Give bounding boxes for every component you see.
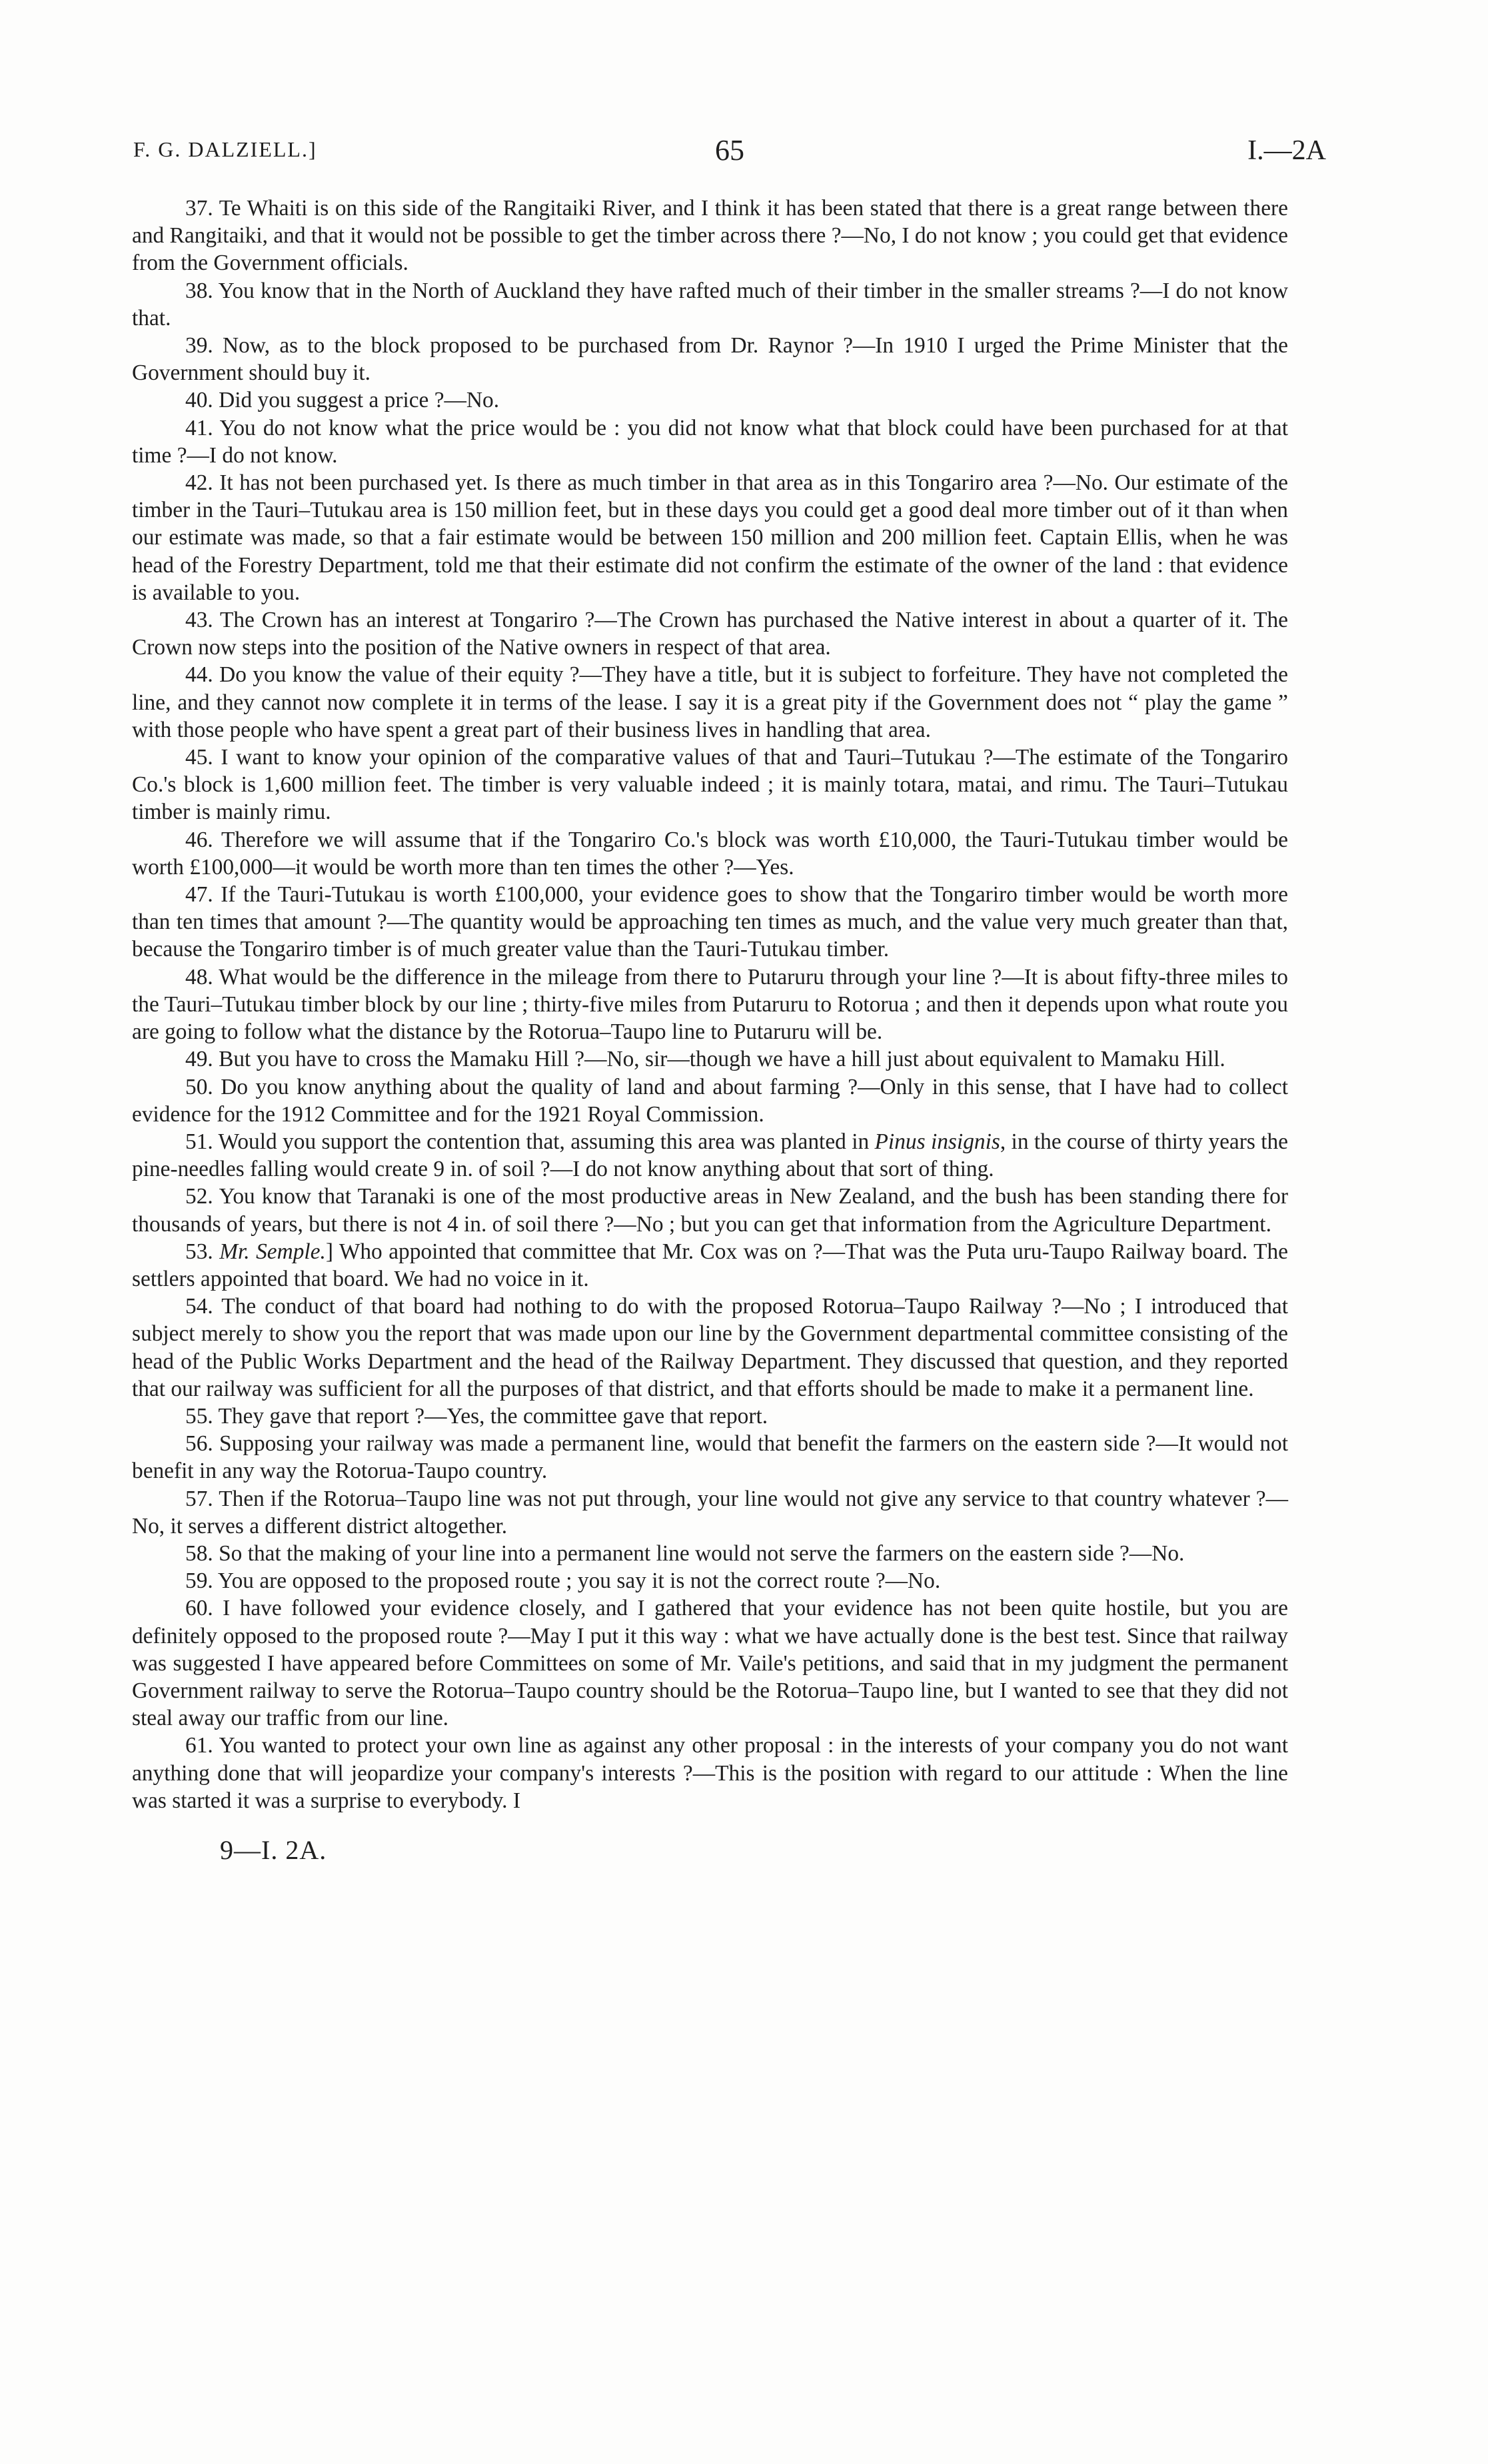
paragraph: 41. You do not know what the price would be : you did not know what that block could have been purchased for at that time ?—I do not know. [132,415,1288,468]
paragraph: 44. Do you know the value of their equity ?—They have a title, but it is subject to forfeiture. They have not completed the line, and they cannot now complete it in terms of the lease. I say it is a great pity if the Government does not “ play the game ” with those people who have spent a great part of their business lives in handling that area. [132,662,1288,742]
paragraph: 61. You wanted to protect your own line as against any other proposal : in the interests of your company you do not want anything done that will jeopardize your company's interests ?—This is the position with regard to our attitude : When the line was started it was a surprise to everybody. I [132,1733,1288,1813]
paragraph: 51. Would you support the contention that, assuming this area was planted in Pinus insignis, in the course of thirty years the pine-needles falling would create 9 in. of soil ?—I do not know anything about that sort of thing. [132,1129,1289,1182]
paragraph: 57. Then if the Rotorua–Taupo line was not put through, your line would not give any service to that country whatever ?—No, it serves a different district altogether. [132,1486,1288,1539]
evidence-body [132,195,1288,1814]
page-number: 65 [715,134,744,167]
paragraph: 52. You know that Taranaki is one of the most productive areas in New Zealand, and the bush has been standing there for thousands of years, but there is not 4 in. of soil there ?—No ; but you can get that information from the Agriculture Department. [132,1184,1288,1237]
page-header [133,133,1326,173]
paragraph: 37. Te Whaiti is on this side of the Rangitaiki River, and I think it has been stated that there is a great range between there and Rangitaiki, and that it would not be possible to get the timber across there ?—No, I do not know ; you could get that evidence from the Government officials. [132,196,1288,276]
paragraph: 40. Did you suggest a price ?—No. [185,388,500,413]
paragraph: 55. They gave that report ?—Yes, the committee gave that report. [185,1403,768,1429]
paragraph: 43. The Crown has an interest at Tongariro ?—The Crown has purchased the Native interest in about a quarter of it. The Crown now steps into the position of the Native owners in respect of that area. [132,608,1288,660]
witness-name: F. G. DALZIELL.] [133,137,317,161]
paragraph: 47. If the Tauri-Tutukau is worth £100,000, your evidence goes to show that the Tongariro timber would be worth more than ten times that amount ?—The quantity would be approaching ten times as much, and the value very much greater than that, because the Tongariro timber is of much greater value than the Tauri-Tutukau timber. [132,882,1288,962]
signature-mark: 9—I. 2A. [220,1835,327,1865]
paragraph: 60. I have followed your evidence closely, and I gathered that your evidence has not been quite hostile, but you are definitely opposed to the proposed route ?—May I put it this way : what we have actually done is the best test. Since that railway was suggested I have appeared before Committees on some of Mr. Vaile's petitions, and said that in my judgment the permanent Government railway to serve the Rotorua–Taupo country should be the Rotorua–Taupo line, but I wanted to see that they did not steal away our traffic from our line. [132,1596,1288,1731]
paragraph: 54. The conduct of that board had nothing to do with the proposed Rotorua–Taupo Railway ?—No ; I introduced that subject merely to show you the report that was made upon our line by the Government departmental committee consisting of the head of the Public Works Department and the head of the Railway Department. They discussed that question, and they reported that our railway was sufficient for all the purposes of that district, and that efforts should be made to make it a permanent line. [132,1294,1288,1401]
paragraph: 38. You know that in the North of Auckland they have rafted much of their timber in the smaller streams ?—I do not know that. [132,278,1288,330]
italic-term: Pinus insignis [874,1129,1000,1154]
paragraph: 39. Now, as to the block proposed to be purchased from Dr. Raynor ?—In 1910 I urged the Prime Minister that the Government should buy it. [132,333,1288,386]
paragraph: 50. Do you know anything about the quality of land and about farming ?—Only in this sense, that I have had to collect evidence for the 1912 Committee and for the 1921 Royal Commission. [132,1074,1288,1127]
paragraph: 49. But you have to cross the Mamaku Hill ?—No, sir—though we have a hill just about equivalent to Mamaku Hill. [185,1047,1225,1072]
paragraph: 56. Supposing your railway was made a permanent line, would that benefit the farmers on the eastern side ?—It would not benefit in any way the Rotorua-Taupo country. [132,1431,1288,1484]
paragraph: 45. I want to know your opinion of the comparative values of that and Tauri–Tutukau ?—The estimate of the Tongariro Co.'s block is 1,600 million feet. The timber is very valuable indeed ; it is mainly totara, matai, and rimu. The Tauri–Tutukau timber is mainly rimu. [132,745,1288,825]
paragraph: 46. Therefore we will assume that if the Tongariro Co.'s block was worth £10,000, the Tauri-Tutukau timber would be worth £100,000—it would be worth more than ten times the other ?—Yes. [132,827,1288,880]
paper-reference: I.—2A [1247,135,1326,166]
paragraph: 42. It has not been purchased yet. Is there as much timber in that area as in this Tongariro area ?—No. Our estimate of the timber in the Tauri–Tutukau area is 150 million feet, but in these days you could get a good deal more timber out of it than when our estimate was made, so that a fair estimate would be between 150 million and 200 million feet. Captain Ellis, when he was head of the Forestry Department, told me that their estimate did not confirm the estimate of the owner of the land : that evidence is available to you. [132,470,1288,605]
paragraph: 48. What would be the difference in the mileage from there to Putaruru through your line ?—It is about fifty-three miles to the Tauri–Tutukau timber block by our line ; thirty-five miles from Putaruru to Rotorua ; and then it depends upon what route you are going to follow what the distance by the Rotorua–Taupo line to Putaruru will be. [132,964,1288,1045]
paragraph: 59. You are opposed to the proposed route ; you say it is not the correct route ?—No. [185,1568,941,1594]
paragraph: 58. So that the making of your line into a permanent line would not serve the farmers on the eastern side ?—No. [185,1540,1185,1566]
italic-term: Mr. Semple. [219,1239,326,1264]
paragraph: 53. Mr. Semple.] Who appointed that committee that Mr. Cox was on ?—That was the Puta uru-Taupo Railway board. The settlers appointed that board. We had no voice in it. [132,1239,1288,1291]
